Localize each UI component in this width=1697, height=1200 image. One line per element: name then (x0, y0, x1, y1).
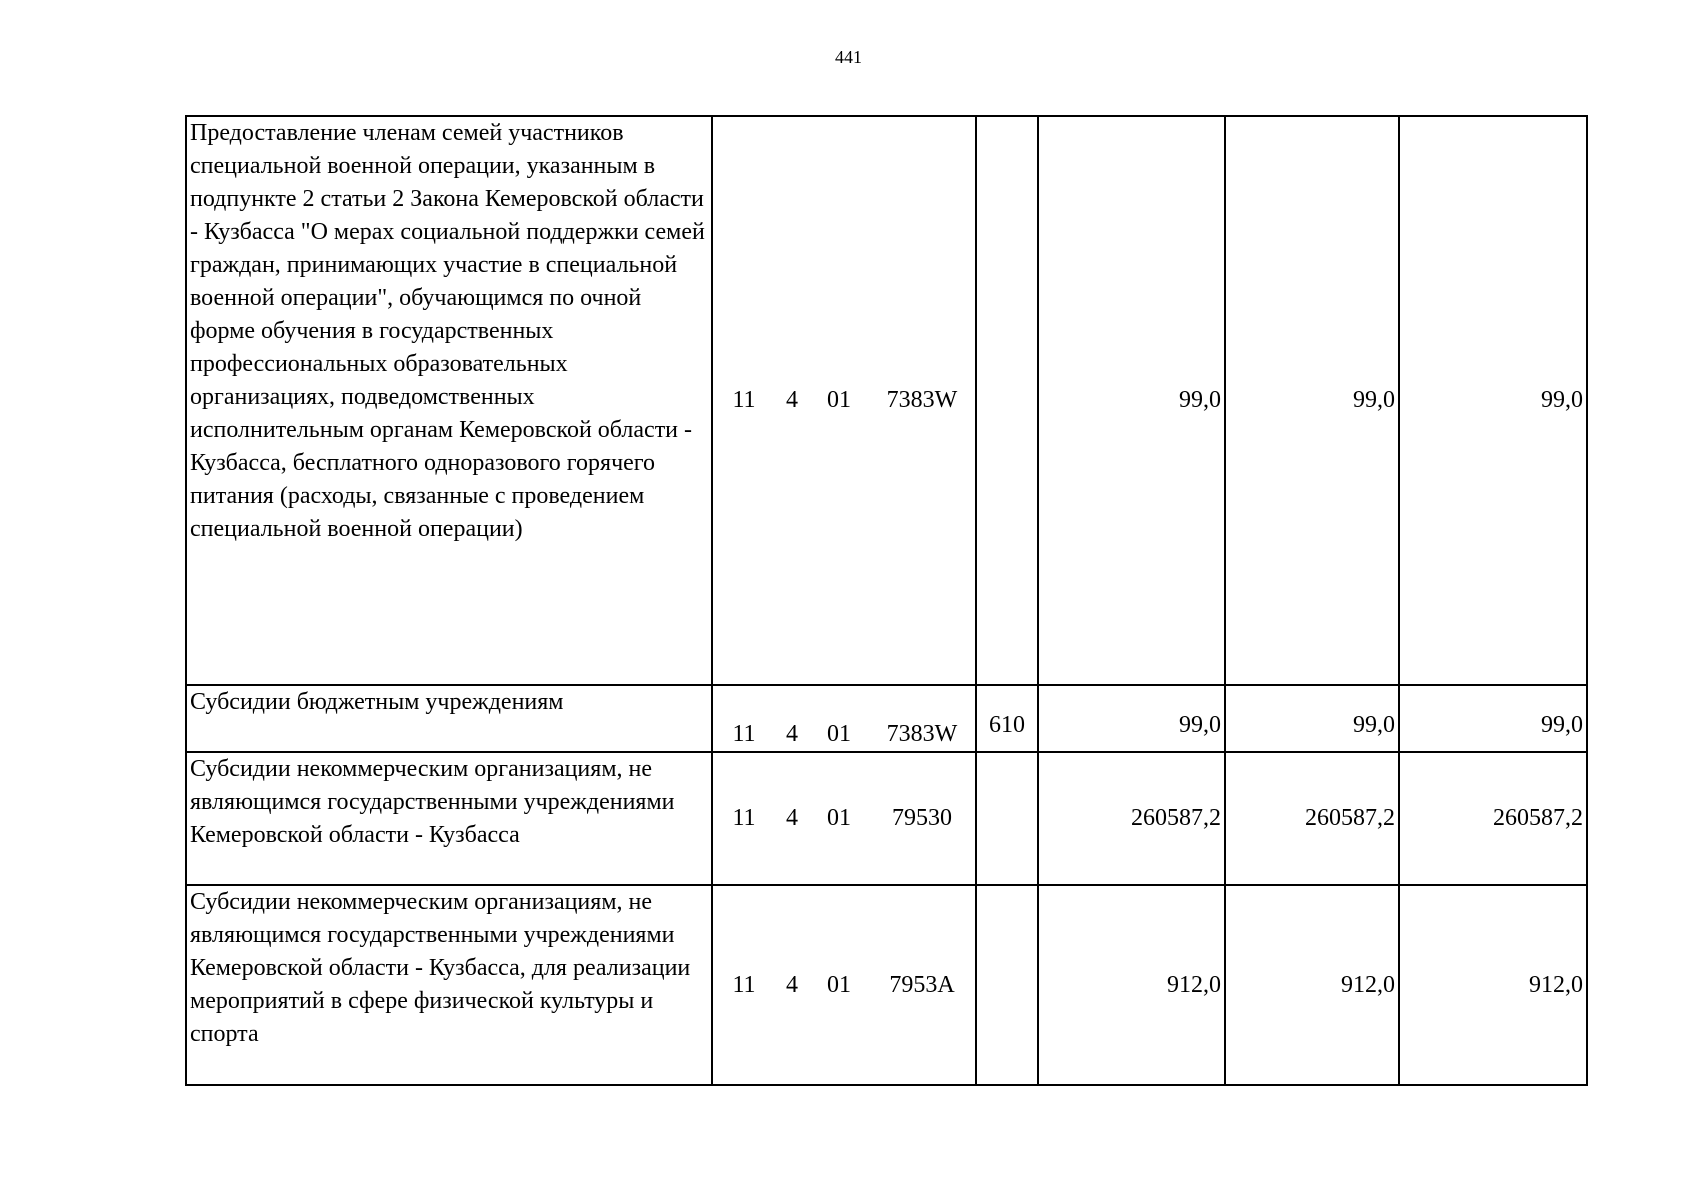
amount-3: 99,0 (1399, 116, 1587, 685)
direction-code: 7383W (886, 721, 958, 747)
row-description: Субсидии бюджетным учреждениям (186, 685, 712, 752)
direction-code: 7383W (886, 387, 958, 413)
subprogram-code: 01 (827, 387, 851, 413)
row-description: Предоставление членам семей участников специальной военной операции, указанным в подпункте 2 статьи 2 Закона Кемеровской области - Кузбасса "О мерах социальной поддержки семей граждан, принимающих участие в специальной военной операции", обучающимся по очной форме обучения в государственных профессиональных образовательных организациях, подведомственных исполнительным органам Кемеровской области - Кузбасса, бесплатного одноразового горячего питания (расходы, связанные с проведением специальной военной операции) (186, 116, 712, 685)
section-code: 11 (732, 805, 756, 831)
amount-1: 99,0 (1038, 685, 1225, 752)
amount-3: 260587,2 (1399, 752, 1587, 885)
amount-2: 912,0 (1225, 885, 1399, 1085)
program-code: 4 (786, 721, 798, 747)
amount-2: 99,0 (1225, 116, 1399, 685)
row-description: Субсидии некоммерческим организациям, не являющимся государственными учреждениями Кемеровской области - Кузбасса, для реализации мероприятий в сфере физической культуры и спорта (186, 885, 712, 1085)
direction-code: 7953А (889, 971, 955, 998)
section-code: 11 (732, 387, 756, 413)
subprogram-code: 01 (827, 721, 851, 747)
program-code: 4 (786, 387, 798, 413)
expense-type-code (976, 752, 1038, 885)
budget-table (185, 115, 1588, 1086)
section-code: 11 (732, 721, 756, 747)
table-row (186, 116, 1587, 685)
program-code: 4 (786, 805, 798, 831)
amount-1: 99,0 (1038, 116, 1225, 685)
budget-code-cell (712, 752, 976, 885)
amount-2: 260587,2 (1225, 752, 1399, 885)
amount-2: 99,0 (1225, 685, 1399, 752)
section-code: 11 (732, 971, 756, 998)
subprogram-code: 01 (827, 805, 851, 831)
table-row (186, 885, 1587, 1085)
amount-3: 99,0 (1399, 685, 1587, 752)
amount-3: 912,0 (1399, 885, 1587, 1085)
row-description: Субсидии некоммерческим организациям, не являющимся государственными учреждениями Кемеровской области - Кузбасса (186, 752, 712, 885)
amount-1: 912,0 (1038, 885, 1225, 1085)
program-code: 4 (786, 971, 798, 998)
budget-code-cell (712, 685, 976, 752)
direction-code: 79530 (892, 805, 952, 831)
table-row (186, 752, 1587, 885)
budget-code-cell (712, 116, 976, 685)
expense-type-code: 610 (976, 685, 1038, 752)
amount-1: 260587,2 (1038, 752, 1225, 885)
budget-code-cell (712, 885, 976, 1085)
page-number: 441 (835, 47, 862, 67)
expense-type-code (976, 116, 1038, 685)
subprogram-code: 01 (827, 971, 851, 998)
table-row (186, 685, 1587, 752)
expense-type-code (976, 885, 1038, 1085)
